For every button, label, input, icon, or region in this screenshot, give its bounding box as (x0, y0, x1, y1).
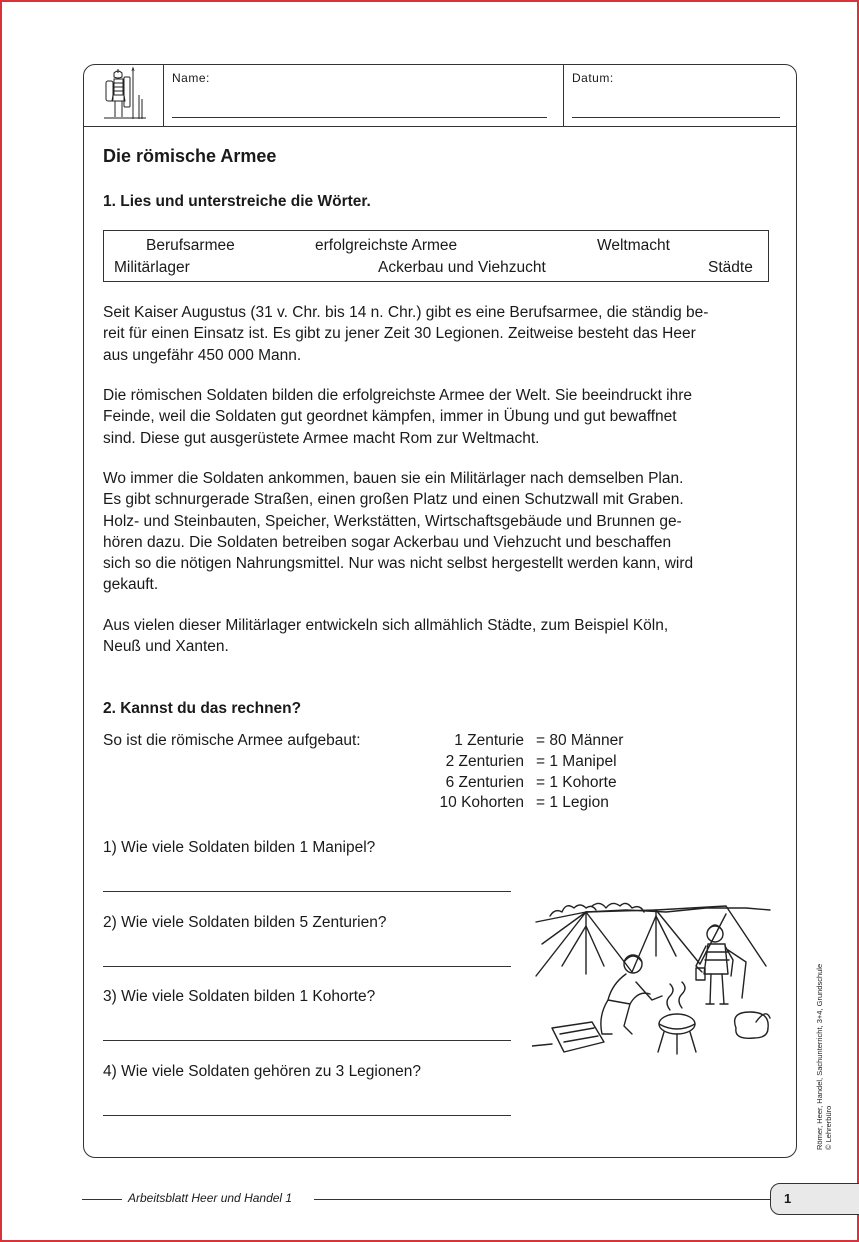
unit-equivalent: = 1 Legion (536, 794, 609, 812)
answer-line-1[interactable] (103, 891, 511, 892)
word-item: Weltmacht (597, 237, 670, 254)
text-line: Feinde, weil die Soldaten gut geordnet kämpfen, immer in Übung und gut bewaffnet (103, 408, 677, 426)
word-item: erfolgreichste Armee (315, 237, 458, 254)
text-line: Holz- und Steinbauten, Speicher, Werkstätten, Wirtschaftsgebäude und Brunnen ge- (103, 512, 682, 530)
question-1: 1) Wie viele Soldaten bilden 1 Manipel? (103, 839, 376, 856)
credit-line: Römer, Heer, Handel, Sachunterricht, 3+4, Grundschule (815, 963, 824, 1150)
roman-camp-illustration (532, 876, 782, 1058)
unit-right-column (536, 731, 623, 814)
worksheet-header (84, 65, 796, 127)
paragraph-3 (103, 468, 775, 596)
paragraph-1 (103, 302, 775, 366)
text-line: hören dazu. Die Soldaten betreiben sogar Ackerbau und Viehzucht und beschaffen (103, 533, 672, 551)
word-item: Städte (708, 259, 753, 276)
name-write-line[interactable] (172, 117, 547, 118)
name-field (164, 65, 564, 126)
text-line: gekauft. (103, 576, 159, 594)
unit-count: 1 Zenturie (454, 732, 524, 749)
text-line: Aus vielen dieser Militärlager entwickeln sich allmählich Städte, zum Beispiel Köln, (103, 617, 669, 634)
unit-left-column (410, 731, 524, 814)
word-box (103, 230, 769, 282)
unit-count: 6 Zenturien (445, 773, 524, 791)
date-field (564, 65, 798, 126)
date-label: Datum: (572, 71, 614, 85)
task1-heading: 1. Lies und unterstreiche die Wörter. (103, 193, 371, 210)
credit-text (815, 964, 833, 1150)
answer-line-4[interactable] (103, 1115, 511, 1116)
unit-equivalent: = 1 Kohorte (536, 773, 617, 791)
legionary-icon (84, 65, 164, 126)
paragraph-4 (103, 615, 775, 658)
text-line: sind. Diese gut ausgerüstete Armee macht Rom zur Weltmacht. (103, 429, 540, 447)
unit-equivalent: = 80 Männer (536, 732, 624, 749)
unit-count: 10 Kohorten (439, 794, 524, 812)
page-number: 1 (784, 1191, 792, 1206)
name-label: Name: (172, 71, 210, 85)
footer-rule-right (314, 1199, 770, 1200)
unit-equivalent: = 1 Manipel (536, 752, 617, 770)
paragraph-2 (103, 385, 775, 449)
text-line: reit für einen Einsatz ist. Es gibt zu jener Zeit 30 Legionen. Zeitweise besteht das Heer (103, 325, 696, 343)
text-line: Neuß und Xanten. (103, 638, 229, 656)
text-line: Es gibt schnurgerade Straßen, einen großen Platz und einen Schutzwall mit Graben. (103, 491, 684, 509)
question-4: 4) Wie viele Soldaten gehören zu 3 Legionen? (103, 1063, 421, 1080)
word-item: Ackerbau und Viehzucht (378, 259, 546, 276)
question-3: 3) Wie viele Soldaten bilden 1 Kohorte? (103, 988, 376, 1005)
credit-line: © Lehrerbüro (824, 1105, 833, 1150)
page-number-tab (770, 1183, 859, 1215)
text-line: Seit Kaiser Augustus (31 v. Chr. bis 14 n. Chr.) gibt es eine Berufsarmee, die ständig be- (103, 304, 709, 321)
word-item: Berufsarmee (146, 237, 235, 254)
text-line: sich so die nötigen Nahrungsmittel. Nur was nicht selbst hergestellt werden kann, wird (103, 555, 694, 573)
text-line: Die römischen Soldaten bilden die erfolgreichste Armee der Welt. Sie beeindruckt ihre (103, 387, 693, 404)
task2-heading: 2. Kannst du das rechnen? (103, 700, 302, 717)
text-line: aus ungefähr 450 000 Mann. (103, 346, 302, 364)
question-2: 2) Wie viele Soldaten bilden 5 Zenturien? (103, 914, 387, 931)
footer-label: Arbeitsblatt Heer und Handel 1 (128, 1191, 293, 1205)
page-title: Die römische Armee (103, 146, 277, 166)
answer-line-2[interactable] (103, 966, 511, 967)
answer-line-3[interactable] (103, 1040, 511, 1041)
text-line: Wo immer die Soldaten ankommen, bauen sie ein Militärlager nach demselben Plan. (103, 470, 684, 487)
army-structure-intro: So ist die römische Armee aufgebaut: (103, 732, 361, 749)
date-write-line[interactable] (572, 117, 780, 118)
legionary-logo (84, 65, 164, 126)
word-item: Militärlager (114, 259, 190, 276)
unit-count: 2 Zenturien (445, 752, 524, 770)
footer-rule-left (82, 1199, 122, 1200)
